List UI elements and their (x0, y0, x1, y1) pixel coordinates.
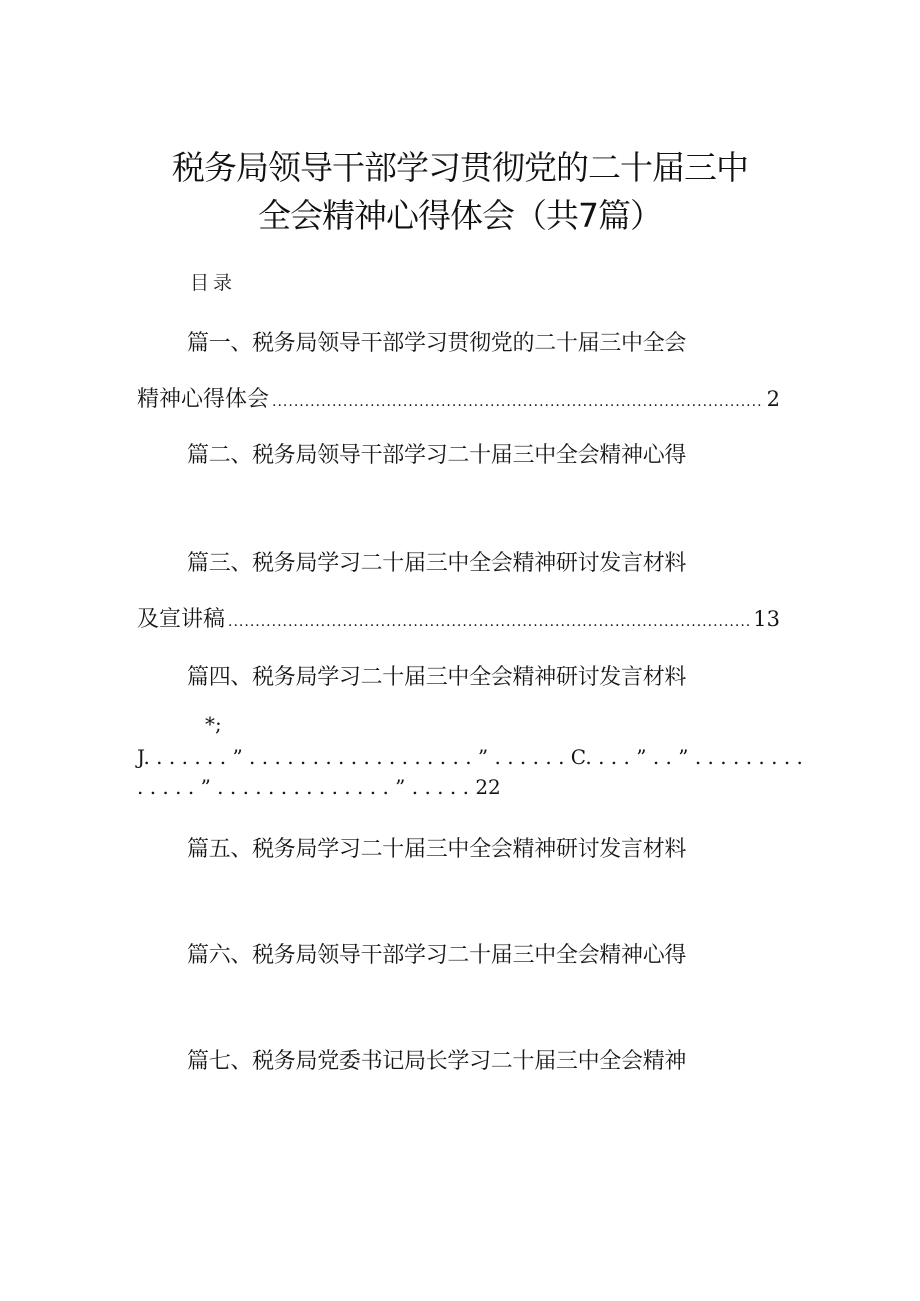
toc-entry-1-title[interactable]: 篇一、税务局领导干部学习贯彻党的二十届三中全会 (187, 331, 687, 356)
dot-leader (228, 614, 750, 630)
toc-entry-6-title[interactable]: 篇六、税务局领导干部学习二十届三中全会精神心得 (187, 943, 687, 968)
toc-entry-1-page: 2 (766, 387, 780, 411)
toc-entry-4-garbled-mark: *; (205, 712, 222, 736)
toc-entry-1-continuation[interactable] (137, 382, 780, 413)
toc-entry-3-title[interactable]: 篇三、税务局学习二十届三中全会精神研讨发言材料 (187, 551, 687, 576)
toc-heading: 目录 (190, 272, 237, 294)
toc-entry-3-continuation[interactable] (137, 602, 780, 633)
document-title-line-1: 税务局领导干部学习贯彻党的二十届三中 (172, 148, 748, 187)
toc-entry-4-garbled-leader-1: J. . . . . . . ” . . . . . . . . . . . . . . . . . . ” . . . . . . C. . . . ” . . ” . . . . . . . . . (137, 745, 803, 769)
toc-entry-4-title[interactable]: 篇四、税务局学习二十届三中全会精神研讨发言材料 (187, 665, 687, 690)
toc-entry-7-title[interactable]: 篇七、税务局党委书记局长学习二十届三中全会精神 (187, 1049, 687, 1074)
toc-entry-2-title[interactable]: 篇二、税务局领导干部学习二十届三中全会精神心得 (187, 443, 687, 468)
document-title-line-2: 全会精神心得体会（共7篇） (258, 196, 662, 235)
toc-entry-1-title-cont: 精神心得体会 (137, 387, 270, 412)
toc-entry-4-garbled-leader-2: . . . . . ” . . . . . . . . . . . . . . ” . . . . . 22 (137, 775, 501, 799)
dot-leader (272, 394, 764, 410)
toc-entry-3-page: 13 (753, 607, 780, 631)
toc-entry-5-title[interactable]: 篇五、税务局学习二十届三中全会精神研讨发言材料 (187, 837, 687, 862)
toc-entry-3-title-cont: 及宣讲稿 (137, 607, 226, 632)
